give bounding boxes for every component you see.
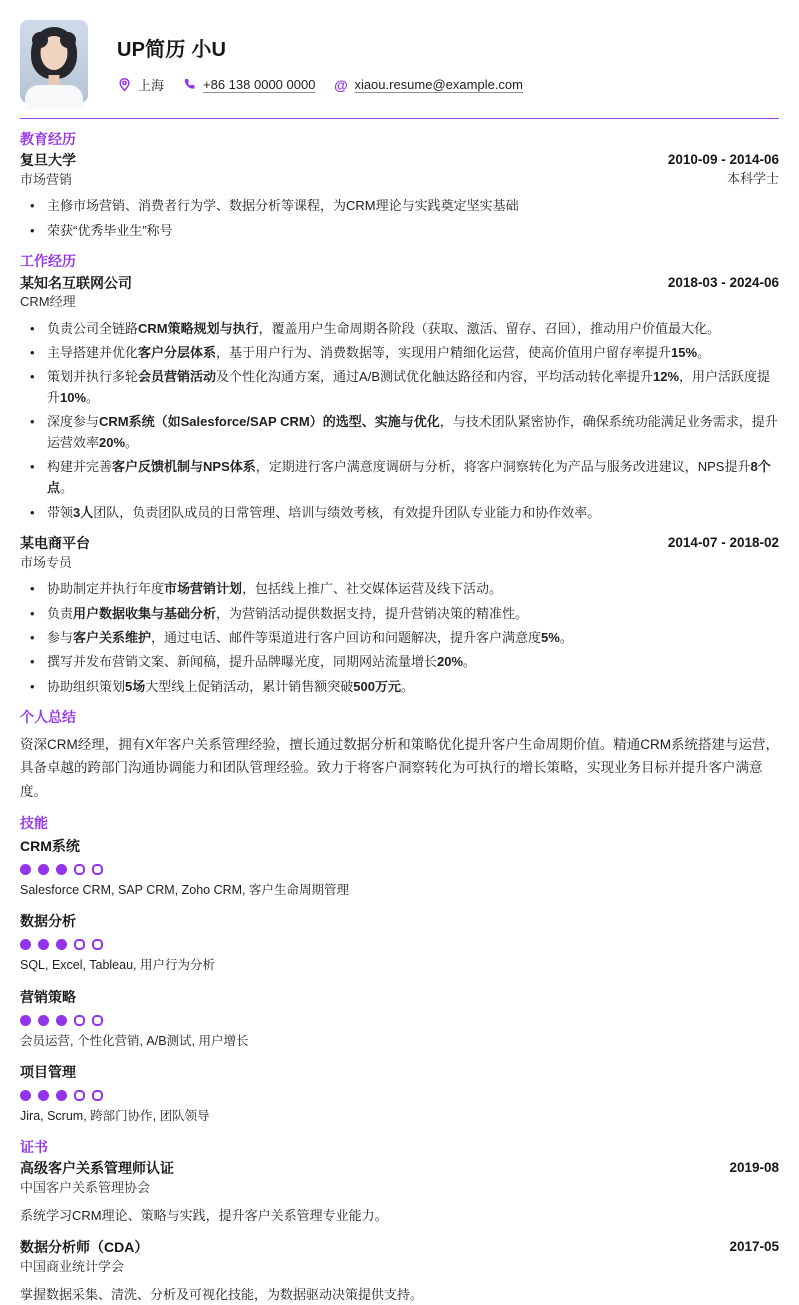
skill-dot-empty-icon	[74, 1090, 85, 1101]
certificates-title: 证书	[20, 1138, 48, 1155]
job-role: 市场专员	[20, 555, 73, 571]
skill-item	[20, 1062, 779, 1126]
bullet-text: 荣获“优秀毕业生”称号	[47, 222, 173, 238]
education-item-head	[20, 151, 779, 189]
skill-dot-filled-icon	[20, 864, 31, 875]
header-info	[98, 20, 523, 94]
bullet-text: 主修市场营销、消费者行为学、数据分析等课程，为CRM理论与实践奠定坚实基础	[47, 198, 519, 214]
certificate-item	[20, 1238, 779, 1305]
experience-item	[20, 534, 779, 697]
certificate-description: 掌握数据采集、清洗、分析及可视化技能，为数据驱动决策提供支持。	[20, 1287, 424, 1303]
education-bullets	[20, 196, 779, 241]
header	[20, 20, 779, 103]
skill-dot-empty-icon	[74, 864, 85, 875]
phone-text: +86 138 0000 0000	[203, 77, 316, 92]
skill-dot-filled-icon	[20, 1090, 31, 1101]
company-name: 某电商平台	[20, 535, 90, 552]
bullet-marker: •	[30, 678, 35, 694]
bullet-marker: •	[30, 369, 35, 385]
experience-title: 工作经历	[20, 253, 76, 270]
experience-item-head	[20, 274, 779, 312]
email-text: xiaou.resume@example.com	[354, 77, 523, 92]
photo-shirt-shape	[25, 85, 83, 109]
skill-keywords: 会员运营, 个性化营销, A/B测试, 用户增长	[20, 1033, 249, 1048]
phone-link[interactable]	[182, 77, 315, 92]
list-item	[30, 677, 779, 698]
bullet-marker: •	[30, 654, 35, 670]
bullet-text: 深度参与CRM系统（如Salesforce/SAP CRM）的选型、实施与优化，与技术团队紧密协作，确保系统功能满足业务需求，提升运营效率20%。	[47, 414, 778, 451]
experience-date: 2018-03 - 2024-06	[667, 274, 779, 290]
section-certificates	[20, 1138, 779, 1305]
location-item	[117, 75, 164, 94]
bullet-marker: •	[30, 344, 35, 360]
list-item	[30, 503, 779, 524]
skill-dot-filled-icon	[56, 939, 67, 950]
list-item	[30, 579, 779, 600]
bullet-text: 协助制定并执行年度市场营销计划，包括线上推广、社交媒体运营及线下活动。	[47, 581, 503, 597]
bullet-text: 撰写并发布营销文案、新闻稿，提升品牌曝光度，同期网站流量增长20%。	[47, 654, 477, 670]
certificate-head	[20, 1238, 779, 1276]
header-divider	[20, 118, 779, 119]
skill-item	[20, 836, 779, 900]
company-name: 某知名互联网公司	[20, 274, 132, 291]
school-name: 复旦大学	[20, 152, 76, 169]
experience-item	[20, 274, 779, 524]
bullet-marker: •	[30, 581, 35, 597]
certificate-description: 系统学习CRM理论、策略与实践，提升客户关系管理专业能力。	[20, 1207, 388, 1223]
certificate-item	[20, 1159, 779, 1226]
job-role: CRM经理	[20, 294, 76, 310]
skill-level-dots	[20, 1015, 779, 1026]
photo-hair-fringe-right	[60, 32, 76, 48]
certificate-name: 高级客户关系管理师认证	[20, 1159, 174, 1176]
skills-title: 技能	[20, 815, 48, 832]
degree: 本科学士	[726, 171, 779, 187]
bullet-marker: •	[30, 504, 35, 520]
bullet-text: 参与客户关系维护，通过电话、邮件等渠道进行客户回访和问题解决，提升客户满意度5%。	[47, 629, 573, 645]
skill-dot-empty-icon	[92, 864, 103, 875]
skill-dot-filled-icon	[20, 939, 31, 950]
list-item	[30, 604, 779, 625]
certificate-issuer: 中国客户关系管理协会	[20, 1179, 151, 1195]
skill-dot-filled-icon	[56, 1015, 67, 1026]
certificate-date: 2017-05	[729, 1239, 779, 1255]
map-pin-icon	[117, 77, 132, 92]
bullet-text: 协助组织策划5场大型线上促销活动，累计销售额突破500万元。	[47, 678, 414, 694]
skill-level-dots	[20, 939, 779, 950]
skill-dot-empty-icon	[74, 939, 85, 950]
experience-bullets	[20, 319, 779, 524]
certificate-head	[20, 1159, 779, 1197]
email-link[interactable]	[333, 77, 523, 92]
skill-keywords: Jira, Scrum, 跨部门协作, 团队领导	[20, 1109, 210, 1124]
list-item	[30, 221, 779, 242]
education-title: 教育经历	[20, 131, 76, 147]
bullet-marker: •	[30, 198, 35, 214]
skill-name: 营销策略	[20, 988, 76, 1005]
section-education	[20, 130, 779, 241]
skill-dot-empty-icon	[92, 1015, 103, 1026]
profile-photo	[20, 20, 88, 103]
skill-dot-empty-icon	[74, 1015, 85, 1026]
skill-item	[20, 987, 779, 1051]
certificate-date: 2019-08	[729, 1159, 779, 1175]
skill-item	[20, 911, 779, 975]
skill-dot-filled-icon	[56, 864, 67, 875]
section-skills	[20, 814, 779, 1125]
skill-name: 项目管理	[20, 1064, 76, 1081]
list-item	[30, 652, 779, 673]
list-item	[30, 319, 779, 340]
skill-name: 数据分析	[20, 913, 76, 930]
list-item	[30, 412, 779, 454]
skill-dot-filled-icon	[38, 864, 49, 875]
summary-text: 资深CRM经理，拥有X年客户关系管理经验，擅长通过数据分析和策略优化提升客户生命周期价值。精通CRM系统搭建与运营，具备卓越的跨部门沟通协调能力和团队管理经验。致力于将客户洞察转化为可执行的增长策略，实现业务目标并提升客户满意度。	[20, 736, 779, 799]
experience-bullets	[20, 579, 779, 697]
major: 市场营销	[20, 172, 73, 188]
contact-row	[117, 75, 523, 94]
list-item	[30, 343, 779, 364]
bullet-marker: •	[30, 320, 35, 336]
skill-dot-filled-icon	[38, 1090, 49, 1101]
list-item	[30, 628, 779, 649]
bullet-text: 带领3人团队，负责团队成员的日常管理、培训与绩效考核，有效提升团队专业能力和协作效率。	[47, 504, 601, 520]
bullet-marker: •	[30, 459, 35, 475]
bullet-text: 负责用户数据收集与基础分析，为营销活动提供数据支持，提升营销决策的精准性。	[47, 605, 529, 621]
photo-hair-fringe-left	[32, 32, 48, 48]
list-item	[30, 196, 779, 217]
education-date: 2010-09 - 2014-06	[667, 152, 779, 168]
summary-title: 个人总结	[20, 709, 76, 726]
skill-name: CRM系统	[20, 837, 80, 854]
experience-date: 2014-07 - 2018-02	[667, 535, 779, 551]
bullet-text: 策划并执行多轮会员营销活动及个性化沟通方案，通过A/B测试优化触达路径和内容，平均活动转化率提升12%，用户活跃度提升10%。	[47, 369, 771, 406]
skill-keywords: Salesforce CRM, SAP CRM, Zoho CRM, 客户生命周期管理	[20, 882, 349, 897]
skill-dot-filled-icon	[20, 1015, 31, 1026]
list-item	[30, 367, 779, 409]
skill-dot-filled-icon	[38, 939, 49, 950]
at-icon: @	[334, 76, 348, 93]
skill-dot-empty-icon	[92, 939, 103, 950]
bullet-marker: •	[30, 629, 35, 645]
section-summary	[20, 708, 779, 803]
phone-icon	[182, 77, 197, 92]
location-text: 上海	[138, 78, 165, 93]
skill-dot-filled-icon	[56, 1090, 67, 1101]
skill-keywords: SQL, Excel, Tableau, 用户行为分析	[20, 958, 215, 973]
certificate-issuer: 中国商业统计学会	[20, 1259, 125, 1275]
bullet-text: 主导搭建并优化客户分层体系，基于用户行为、消费数据等，实现用户精细化运营，使高价值用户留存率提升15%。	[47, 344, 711, 360]
list-item	[30, 457, 779, 499]
skill-dot-empty-icon	[92, 1090, 103, 1101]
candidate-name: UP简历 小U	[117, 39, 227, 61]
bullet-marker: •	[30, 222, 35, 238]
bullet-marker: •	[30, 414, 35, 430]
experience-item-head	[20, 534, 779, 572]
skill-level-dots	[20, 864, 779, 875]
bullet-marker: •	[30, 605, 35, 621]
section-experience	[20, 252, 779, 697]
skill-level-dots	[20, 1090, 779, 1101]
bullet-text: 构建并完善客户反馈机制与NPS体系，定期进行客户满意度调研与分析，将客户洞察转化为产品与服务改进建议，NPS提升8个点。	[47, 459, 771, 496]
bullet-text: 负责公司全链路CRM策略规划与执行，覆盖用户生命周期各阶段（获取、激活、留存、召回），推动用户价值最大化。	[47, 320, 721, 336]
certificate-name: 数据分析师（CDA）	[20, 1239, 149, 1256]
skill-dot-filled-icon	[38, 1015, 49, 1026]
